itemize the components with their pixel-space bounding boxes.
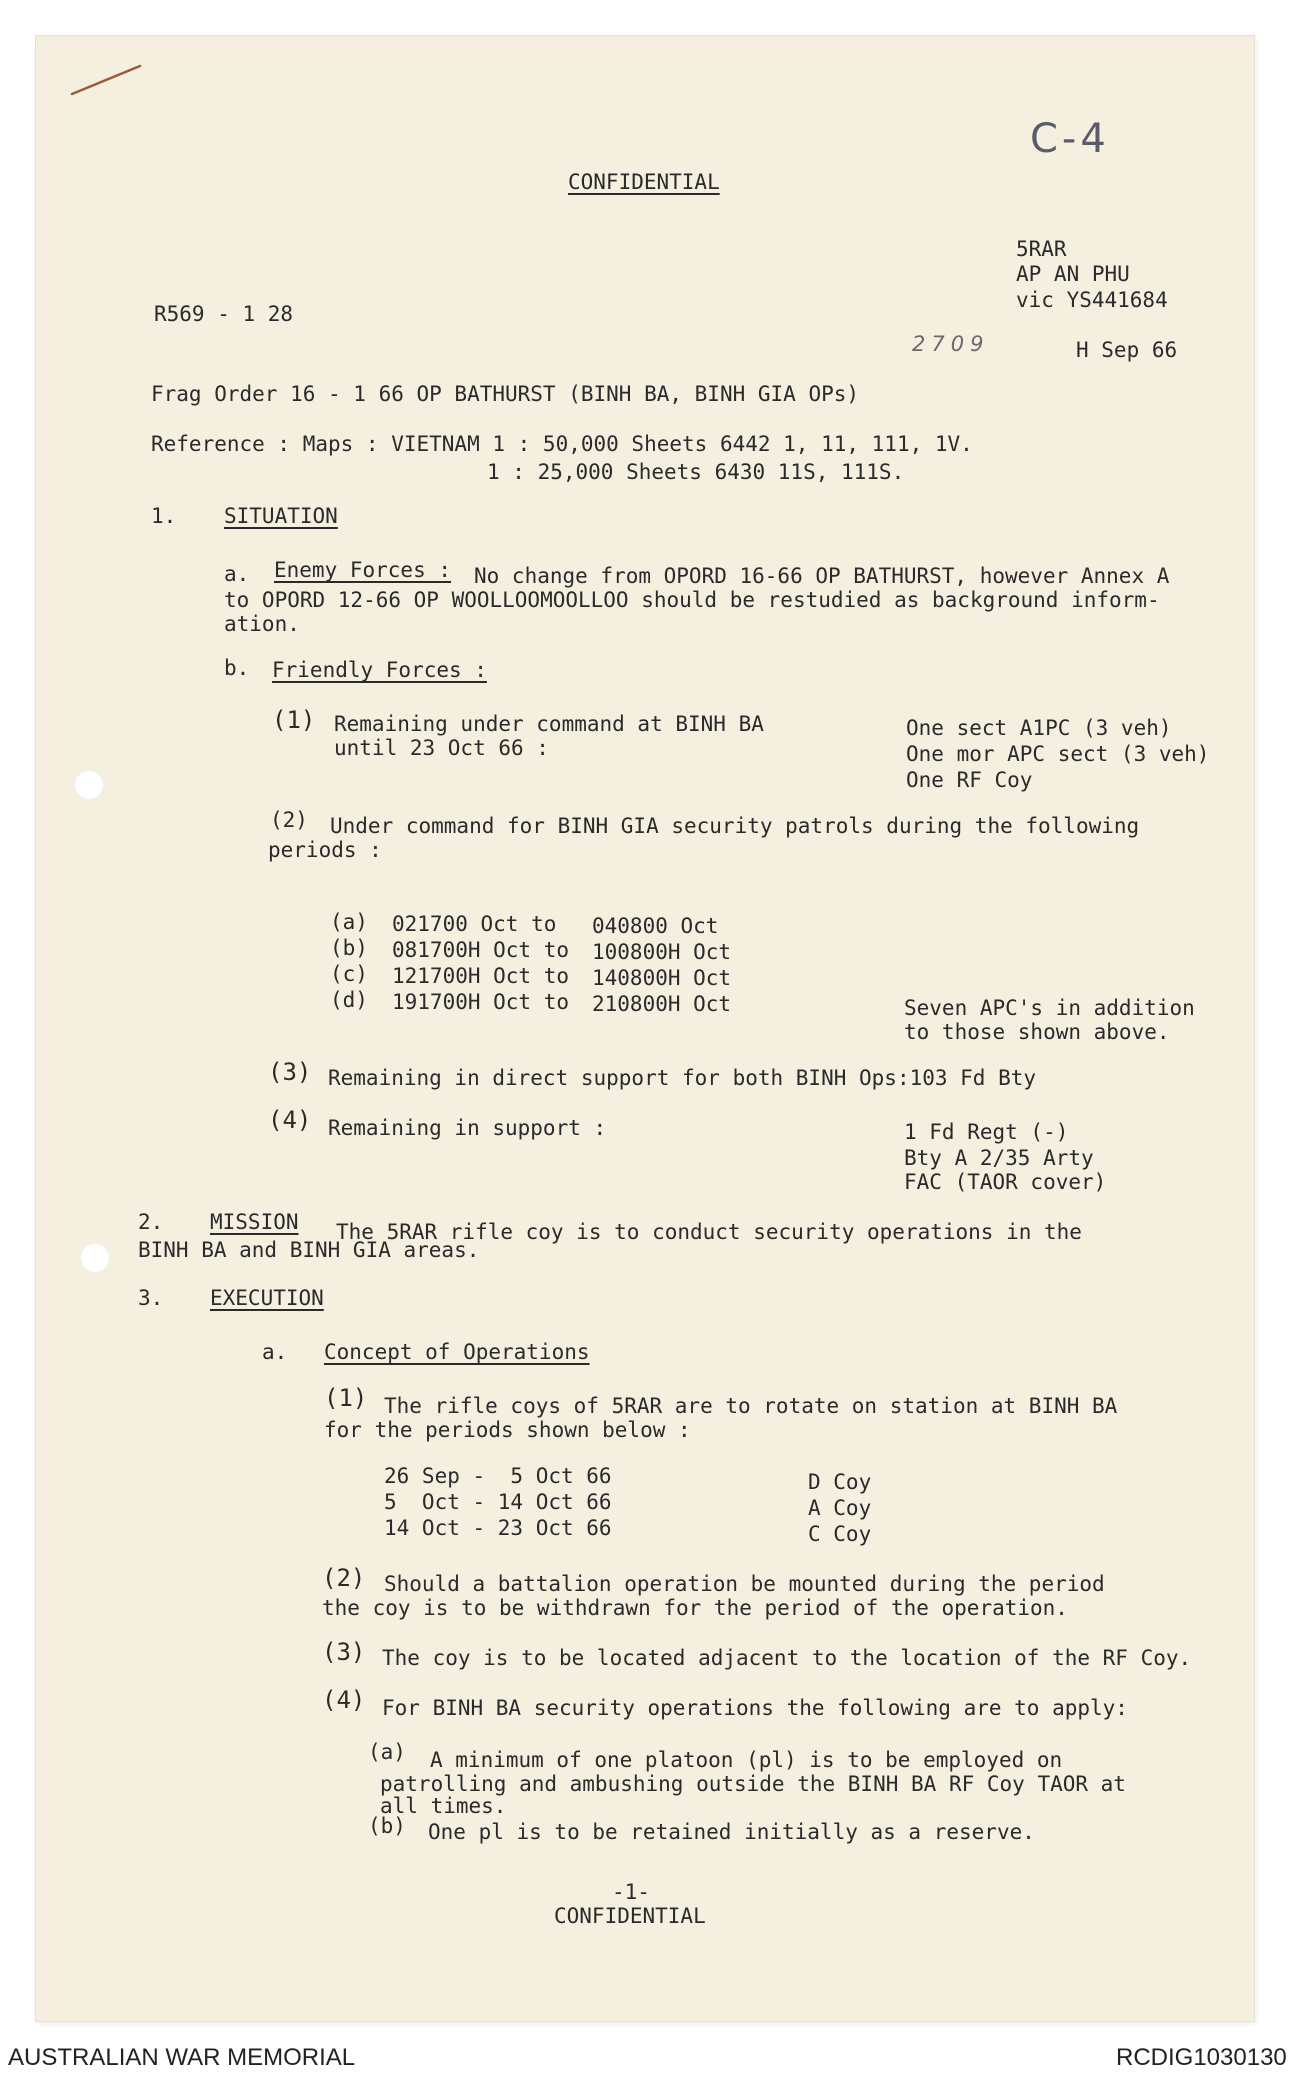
enemy-forces-heading: Enemy Forces : <box>274 558 452 582</box>
punch-hole-upper <box>74 770 104 800</box>
concept-para-3-text: The coy is to be located adjacent to the location of the RF Coy. <box>382 1646 1192 1670</box>
rotation-period: 5 Oct - 14 Oct 66 <box>384 1490 612 1514</box>
rotation-coy: D Coy <box>808 1470 872 1494</box>
period-to: 100800H Oct <box>592 940 732 964</box>
archive-source: AUSTRALIAN WAR MEMORIAL <box>8 2044 356 2071</box>
friendly-item-4-right-3: FAC (TAOR cover) <box>904 1170 1107 1194</box>
concept-para-1-text-2: for the periods shown below : <box>324 1418 691 1442</box>
rotation-coy: C Coy <box>808 1522 872 1546</box>
concept-para-2-text-1: Should a battalion operation be mounted during the period <box>384 1572 1105 1596</box>
friendly-item-4-num: (4) <box>268 1106 312 1134</box>
friendly-item-1-right-1: One sect A1PC (3 veh) <box>906 716 1172 740</box>
friendly-item-4-right-1: 1 Fd Regt (-) <box>904 1120 1069 1144</box>
period-from: 191700H Oct to <box>392 990 570 1014</box>
enemy-text-1: No change from OPORD 16-66 OP BATHURST, however Annex A <box>474 564 1170 588</box>
enemy-text-3: ation. <box>224 612 300 636</box>
period-label: (c) <box>330 962 368 986</box>
concept-para-1-text-1: The rifle coys of 5RAR are to rotate on station at BINH BA <box>384 1394 1118 1418</box>
rotation-period: 26 Sep - 5 Oct 66 <box>384 1464 612 1488</box>
enemy-label: a. <box>224 562 250 586</box>
document-title: Frag Order 16 - 1 66 OP BATHURST (BINH BA, BINH GIA OPs) <box>151 382 860 406</box>
section-heading-situation: SITUATION <box>224 504 338 528</box>
friendly-item-1-right-2: One mor APC sect (3 veh) <box>906 742 1210 766</box>
period-to: 140800H Oct <box>592 966 732 990</box>
sub-a-text-3: all times. <box>380 1794 507 1818</box>
friendly-item-4-right-2: Bty A 2/35 Arty <box>904 1146 1094 1170</box>
sub-b-text: One pl is to be retained initially as a reserve. <box>428 1820 1035 1844</box>
friendly-item-1-right-3: One RF Coy <box>906 768 1033 792</box>
friendly-item-3-num: (3) <box>268 1058 312 1086</box>
period-to: 040800 Oct <box>592 914 719 938</box>
sub-a-label: (a) <box>368 1740 406 1764</box>
section-heading-execution: EXECUTION <box>210 1286 324 1310</box>
pencil-mark <box>68 60 148 100</box>
classification-bottom: CONFIDENTIAL <box>554 1904 706 1928</box>
classification-top: CONFIDENTIAL <box>568 170 720 194</box>
period-label: (a) <box>330 910 368 934</box>
friendly-forces-heading: Friendly Forces : <box>272 658 487 682</box>
punch-hole-lower <box>80 1243 110 1273</box>
file-reference: R569 - 1 28 <box>154 302 294 326</box>
period-label: (b) <box>330 936 368 960</box>
friendly-item-3-text: Remaining in direct support for both BINH Ops:103 Fd Bty <box>328 1066 1037 1090</box>
unit-name: 5RAR <box>1016 237 1067 261</box>
friendly-item-4-text: Remaining in support : <box>328 1116 607 1140</box>
concept-para-1-num: (1) <box>324 1384 368 1412</box>
date-typed: H Sep 66 <box>1076 338 1178 362</box>
friendly-label: b. <box>224 656 250 680</box>
mission-text-2: BINH BA and BINH GIA areas. <box>138 1238 480 1262</box>
date-handwritten: 2709 <box>912 332 990 356</box>
unit-location: AP AN PHU <box>1016 262 1130 286</box>
grid-reference: vic YS441684 <box>1016 288 1168 312</box>
friendly-item-2-num: (2) <box>270 808 308 832</box>
period-from: 021700 Oct to <box>392 912 557 936</box>
concept-para-2-text-2: the coy is to be withdrawn for the period of the operation. <box>322 1596 1068 1620</box>
friendly-item-2-text-2: periods : <box>268 838 382 862</box>
mission-text-1: The 5RAR rifle coy is to conduct security operations in the <box>336 1220 1082 1244</box>
friendly-item-2-right-1: Seven APC's in addition <box>904 996 1195 1020</box>
section-number-mission: 2. <box>138 1210 164 1234</box>
period-from: 121700H Oct to <box>392 964 570 988</box>
friendly-item-2-right-2: to those shown above. <box>904 1020 1170 1044</box>
reference-line-2: 1 : 25,000 Sheets 6430 11S, 111S. <box>487 460 905 484</box>
archive-id: RCDIG1030130 <box>1116 2044 1287 2071</box>
enemy-text-2: to OPORD 12-66 OP WOOLLOOMOOLLOO should be restudied as background inform- <box>224 588 1160 612</box>
concept-para-4-text: For BINH BA security operations the following are to apply: <box>382 1696 1128 1720</box>
friendly-item-1-num: (1) <box>272 706 316 734</box>
friendly-item-1-text-1: Remaining under command at BINH BA <box>334 712 764 736</box>
section-number-situation: 1. <box>151 504 177 528</box>
period-label: (d) <box>330 988 368 1012</box>
sub-b-label: (b) <box>368 1814 406 1838</box>
sub-a-text-2: patrolling and ambushing outside the BINH BA RF Coy TAOR at <box>380 1772 1126 1796</box>
concept-label: a. <box>262 1340 288 1364</box>
friendly-item-2-text-1: Under command for BINH GIA security patrols during the following <box>330 814 1140 838</box>
reference-line-1: Reference : Maps : VIETNAM 1 : 50,000 Sheets 6442 1, 11, 111, 1V. <box>151 432 973 456</box>
concept-of-operations-heading: Concept of Operations <box>324 1340 590 1364</box>
concept-para-4-num: (4) <box>322 1686 366 1714</box>
period-to: 210800H Oct <box>592 992 732 1016</box>
section-number-execution: 3. <box>138 1286 164 1310</box>
friendly-item-1-text-2: until 23 Oct 66 : <box>334 736 549 760</box>
page-number: -1- <box>612 1880 650 1904</box>
sub-a-text-1: A minimum of one platoon (pl) is to be employed on <box>430 1748 1063 1772</box>
rotation-period: 14 Oct - 23 Oct 66 <box>384 1516 612 1540</box>
section-heading-mission: MISSION <box>210 1210 299 1234</box>
handwritten-reference: C-4 <box>1030 116 1110 162</box>
concept-para-3-num: (3) <box>322 1638 366 1666</box>
concept-para-2-num: (2) <box>322 1564 366 1592</box>
rotation-coy: A Coy <box>808 1496 872 1520</box>
period-from: 081700H Oct to <box>392 938 570 962</box>
